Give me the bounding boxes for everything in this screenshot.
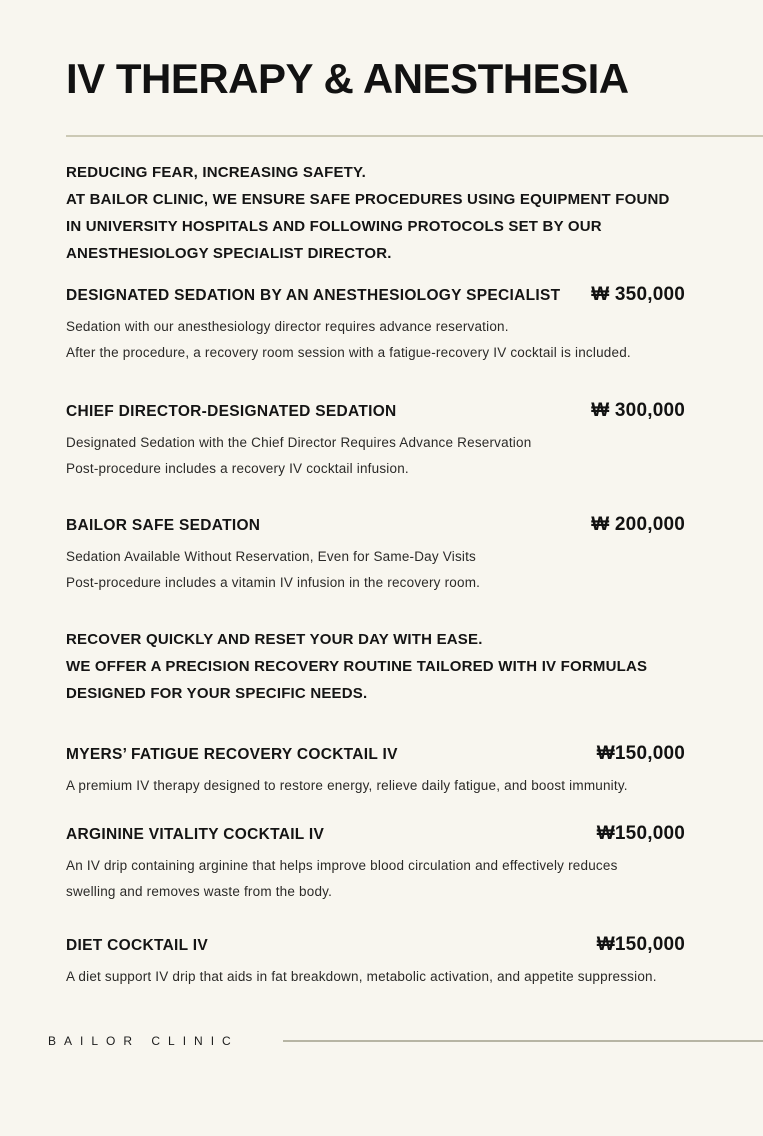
item-description <box>66 853 685 905</box>
description-line: A diet support IV drip that aids in fat breakdown, metabolic activation, and appetite suppression. <box>66 969 657 984</box>
brand-name: BAILOR CLINIC <box>48 1034 239 1048</box>
footer <box>48 1034 685 1048</box>
item-name: DIET COCKTAIL IV <box>66 937 209 954</box>
price-item-chief-director-sedation <box>66 400 685 482</box>
intro-line: REDUCING FEAR, INCREASING SAFETY. <box>66 164 366 181</box>
item-price: ₩ 200,000 <box>591 514 685 535</box>
description-line: After the procedure, a recovery room session with a fatigue-recovery IV cocktail is included. <box>66 345 631 360</box>
description-line: Sedation Available Without Reservation, Even for Same-Day Visits <box>66 549 477 564</box>
intro-line: AT BAILOR CLINIC, WE ENSURE SAFE PROCEDURES USING EQUIPMENT FOUND <box>66 191 670 208</box>
description-line: Post-procedure includes a vitamin IV infusion in the recovery room. <box>66 575 481 590</box>
item-description <box>66 773 685 799</box>
item-header <box>66 934 685 957</box>
price-item-bailor-safe-sedation <box>66 514 685 596</box>
item-price: ₩ 350,000 <box>591 284 685 305</box>
item-price: ₩150,000 <box>596 934 685 955</box>
item-name: BAILOR SAFE SEDATION <box>66 517 261 534</box>
intro-paragraph-recovery <box>66 626 685 707</box>
item-description <box>66 544 685 596</box>
price-item-arginine-cocktail <box>66 823 685 905</box>
intro-paragraph-safety <box>66 159 685 267</box>
intro-line: DESIGNED FOR YOUR SPECIFIC NEEDS. <box>66 685 368 702</box>
item-description <box>66 430 685 482</box>
price-list-page <box>0 56 763 1136</box>
item-name: ARGININE VITALITY COCKTAIL IV <box>66 826 325 843</box>
description-line: Post-procedure includes a recovery IV cocktail infusion. <box>66 461 409 476</box>
item-header <box>66 400 685 423</box>
page-title: IV THERAPY & ANESTHESIA <box>66 55 629 102</box>
description-line: swelling and removes waste from the body. <box>66 884 333 899</box>
item-description <box>66 314 685 366</box>
item-name: DESIGNATED SEDATION BY AN ANESTHESIOLOGY SPECIALIST <box>66 287 561 304</box>
description-line: Sedation with our anesthesiology director requires advance reservation. <box>66 319 509 334</box>
intro-line: ANESTHESIOLOGY SPECIALIST DIRECTOR. <box>66 245 392 262</box>
description-line: A premium IV therapy designed to restore energy, relieve daily fatigue, and boost immunity. <box>66 778 628 793</box>
item-price: ₩150,000 <box>596 823 685 844</box>
item-header <box>66 514 685 537</box>
item-price: ₩ 300,000 <box>591 400 685 421</box>
title-divider <box>66 135 763 137</box>
item-name: MYERS’ FATIGUE RECOVERY COCKTAIL IV <box>66 746 398 763</box>
item-description <box>66 964 685 990</box>
item-header <box>66 743 685 766</box>
price-item-designated-sedation <box>66 284 685 366</box>
price-item-diet-cocktail <box>66 934 685 990</box>
item-header <box>66 284 685 307</box>
price-item-myers-cocktail <box>66 743 685 799</box>
footer-divider-line <box>283 1040 763 1042</box>
intro-line: IN UNIVERSITY HOSPITALS AND FOLLOWING PROTOCOLS SET BY OUR <box>66 218 602 235</box>
description-line: An IV drip containing arginine that helps improve blood circulation and effectively reduces <box>66 858 618 873</box>
intro-line: RECOVER QUICKLY AND RESET YOUR DAY WITH EASE. <box>66 631 483 648</box>
item-name: CHIEF DIRECTOR-DESIGNATED SEDATION <box>66 403 397 420</box>
item-price: ₩150,000 <box>596 743 685 764</box>
intro-line: WE OFFER A PRECISION RECOVERY ROUTINE TAILORED WITH IV FORMULAS <box>66 658 648 675</box>
description-line: Designated Sedation with the Chief Director Requires Advance Reservation <box>66 435 532 450</box>
item-header <box>66 823 685 846</box>
